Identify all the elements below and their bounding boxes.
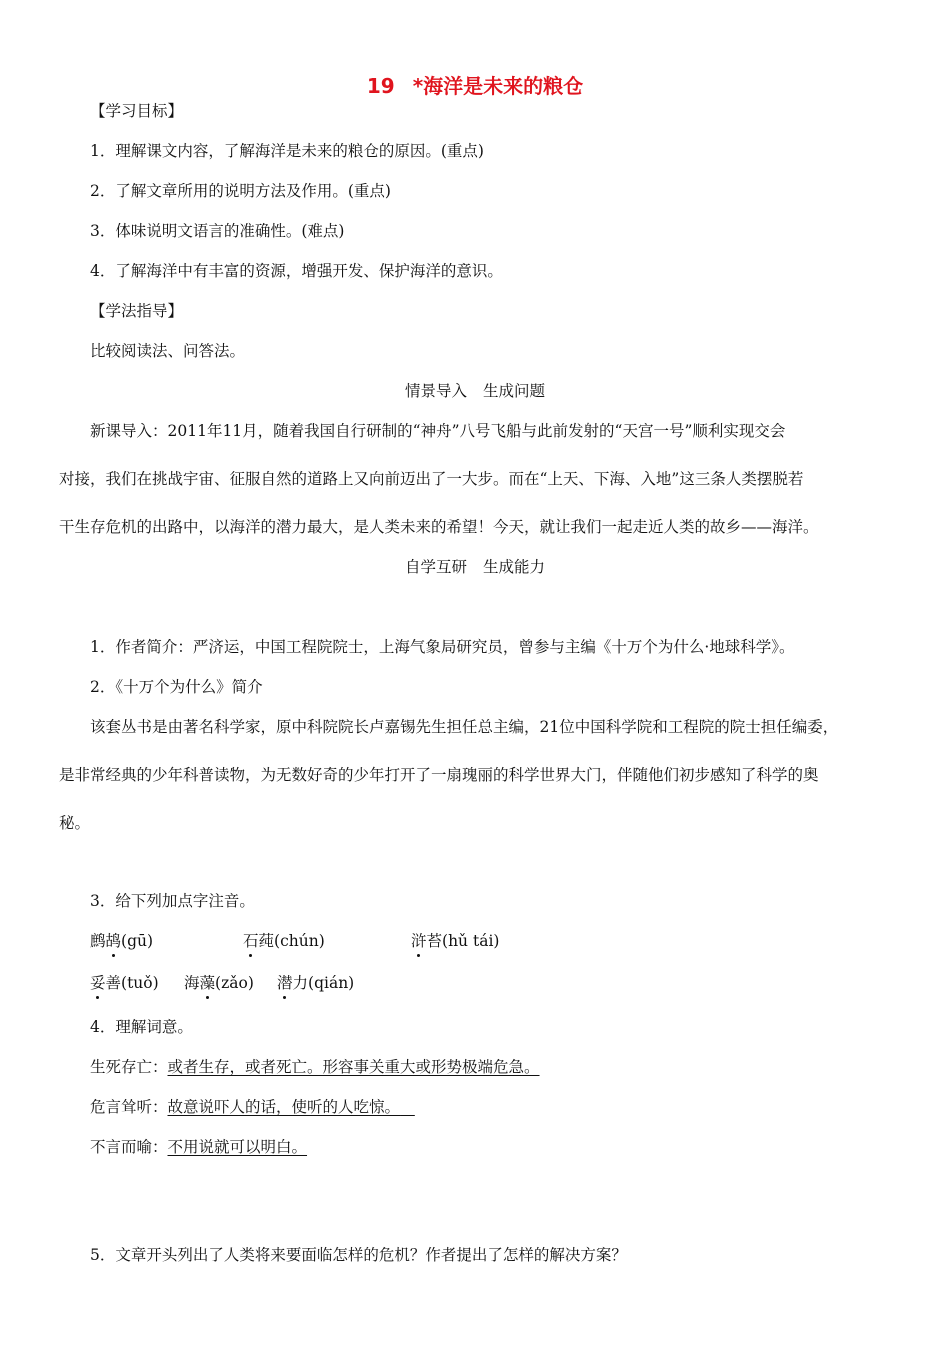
pinyin-item-4: 妥善(tuǒ) xyxy=(90,974,159,992)
word-item-3 xyxy=(90,1136,307,1158)
section-heading-self-study-a: 自学互研 xyxy=(404,558,467,576)
pinyin-reading: (tuǒ) xyxy=(121,974,159,992)
pinyin-reading: (gū) xyxy=(121,932,154,950)
dotted-char: 潜 xyxy=(277,974,293,992)
lesson-title-text: *海洋是未来的粮仓 xyxy=(412,74,584,98)
pinyin-item-5: 海藻(zǎo) xyxy=(184,974,254,992)
section-heading-intro-b: 生成问题 xyxy=(483,382,546,400)
pinyin-reading: (hǔ tái) xyxy=(442,932,500,950)
pinyin-reading: (chún) xyxy=(274,932,325,950)
word-meaning: 故意说吓人的话，使听的人吃惊。 xyxy=(167,1098,401,1116)
intro-line-3: 干生存危机的出路中，以海洋的潜力最大，是人类未来的希望！今天，就让我们一起走近人类的故乡——海洋。 xyxy=(59,518,819,536)
word-meaning: 或者生存，或者死亡。形容事关重大或形势极端危急。 xyxy=(167,1058,540,1076)
question-3: 3．给下列加点字注音。 xyxy=(90,892,255,910)
pinyin-item-3: 浒苔(hǔ tái) xyxy=(411,932,500,950)
pinyin-item-6: 潜力(qián) xyxy=(277,974,355,992)
lesson-title xyxy=(0,70,950,99)
q2-line-1: 该套丛书是由著名科学家，原中科院院长卢嘉锡先生担任总主编，21位中国科学院和工程院的院士担任编委， xyxy=(90,718,839,736)
pinyin-reading: (zǎo) xyxy=(215,974,254,992)
intro-line-2: 对接，我们在挑战宇宙、征服自然的道路上又向前迈出了一大步。而在“上天、下海、入地”这三条人类摆脱若 xyxy=(59,470,804,488)
intro-line-1: 新课导入：2011年11月，随着我国自行研制的“神舟”八号飞船与此前发射的“天宫一号”顺利实现交会 xyxy=(90,422,786,440)
dotted-char: 藻 xyxy=(199,974,216,992)
goal-item-4: 4．了解海洋中有丰富的资源，增强开发、保护海洋的意识。 xyxy=(90,262,503,280)
q2-line-3: 秘。 xyxy=(59,814,91,832)
goal-item-1: 1．理解课文内容，了解海洋是未来的粮仓的原因。(重点) xyxy=(90,142,484,160)
question-2: 2．《十万个为什么》简介 xyxy=(90,678,263,696)
goals-heading: 【学习目标】 xyxy=(90,102,184,120)
method-text: 比较阅读法、问答法。 xyxy=(90,342,246,360)
question-5: 5．文章开头列出了人类将来要面临怎样的危机？作者提出了怎样的解决方案？ xyxy=(90,1246,627,1264)
section-heading-self-study xyxy=(0,556,950,578)
dotted-char: 石 xyxy=(243,932,259,950)
method-heading: 【学法指导】 xyxy=(90,302,184,320)
word-meaning: 不用说就可以明白。 xyxy=(167,1138,308,1156)
pinyin-reading: (qián) xyxy=(308,974,355,992)
section-heading-intro xyxy=(0,380,950,402)
q2-line-2: 是非常经典的少年科普读物，为无数好奇的少年打开了一扇瑰丽的科学世界大门，伴随他们初步感知了科学的奥 xyxy=(59,766,819,784)
word-term: 危言耸听： xyxy=(90,1098,168,1116)
dotted-char: 妥 xyxy=(90,974,106,992)
dotted-char: 浒 xyxy=(411,932,427,950)
section-heading-self-study-b: 生成能力 xyxy=(483,558,546,576)
pinyin-item-1: 鹧鸪(gū) xyxy=(90,932,154,950)
question-4: 4．理解词意。 xyxy=(90,1018,193,1036)
word-term: 生死存亡： xyxy=(90,1058,168,1076)
goal-item-3: 3．体味说明文语言的准确性。(难点) xyxy=(90,222,345,240)
goal-item-2: 2．了解文章所用的说明方法及作用。(重点) xyxy=(90,182,391,200)
word-item-2 xyxy=(90,1096,415,1118)
question-1: 1．作者简介：严济运，中国工程院院士，上海气象局研究员，曾参与主编《十万个为什么·地球科学》。 xyxy=(90,638,795,656)
word-item-1 xyxy=(90,1056,540,1078)
lesson-number: 19 xyxy=(366,74,395,98)
word-term: 不言而喻： xyxy=(90,1138,168,1156)
section-heading-intro-a: 情景导入 xyxy=(404,382,467,400)
pinyin-item-2: 石莼(chún) xyxy=(243,932,325,950)
dotted-char: 鸪 xyxy=(105,932,122,950)
